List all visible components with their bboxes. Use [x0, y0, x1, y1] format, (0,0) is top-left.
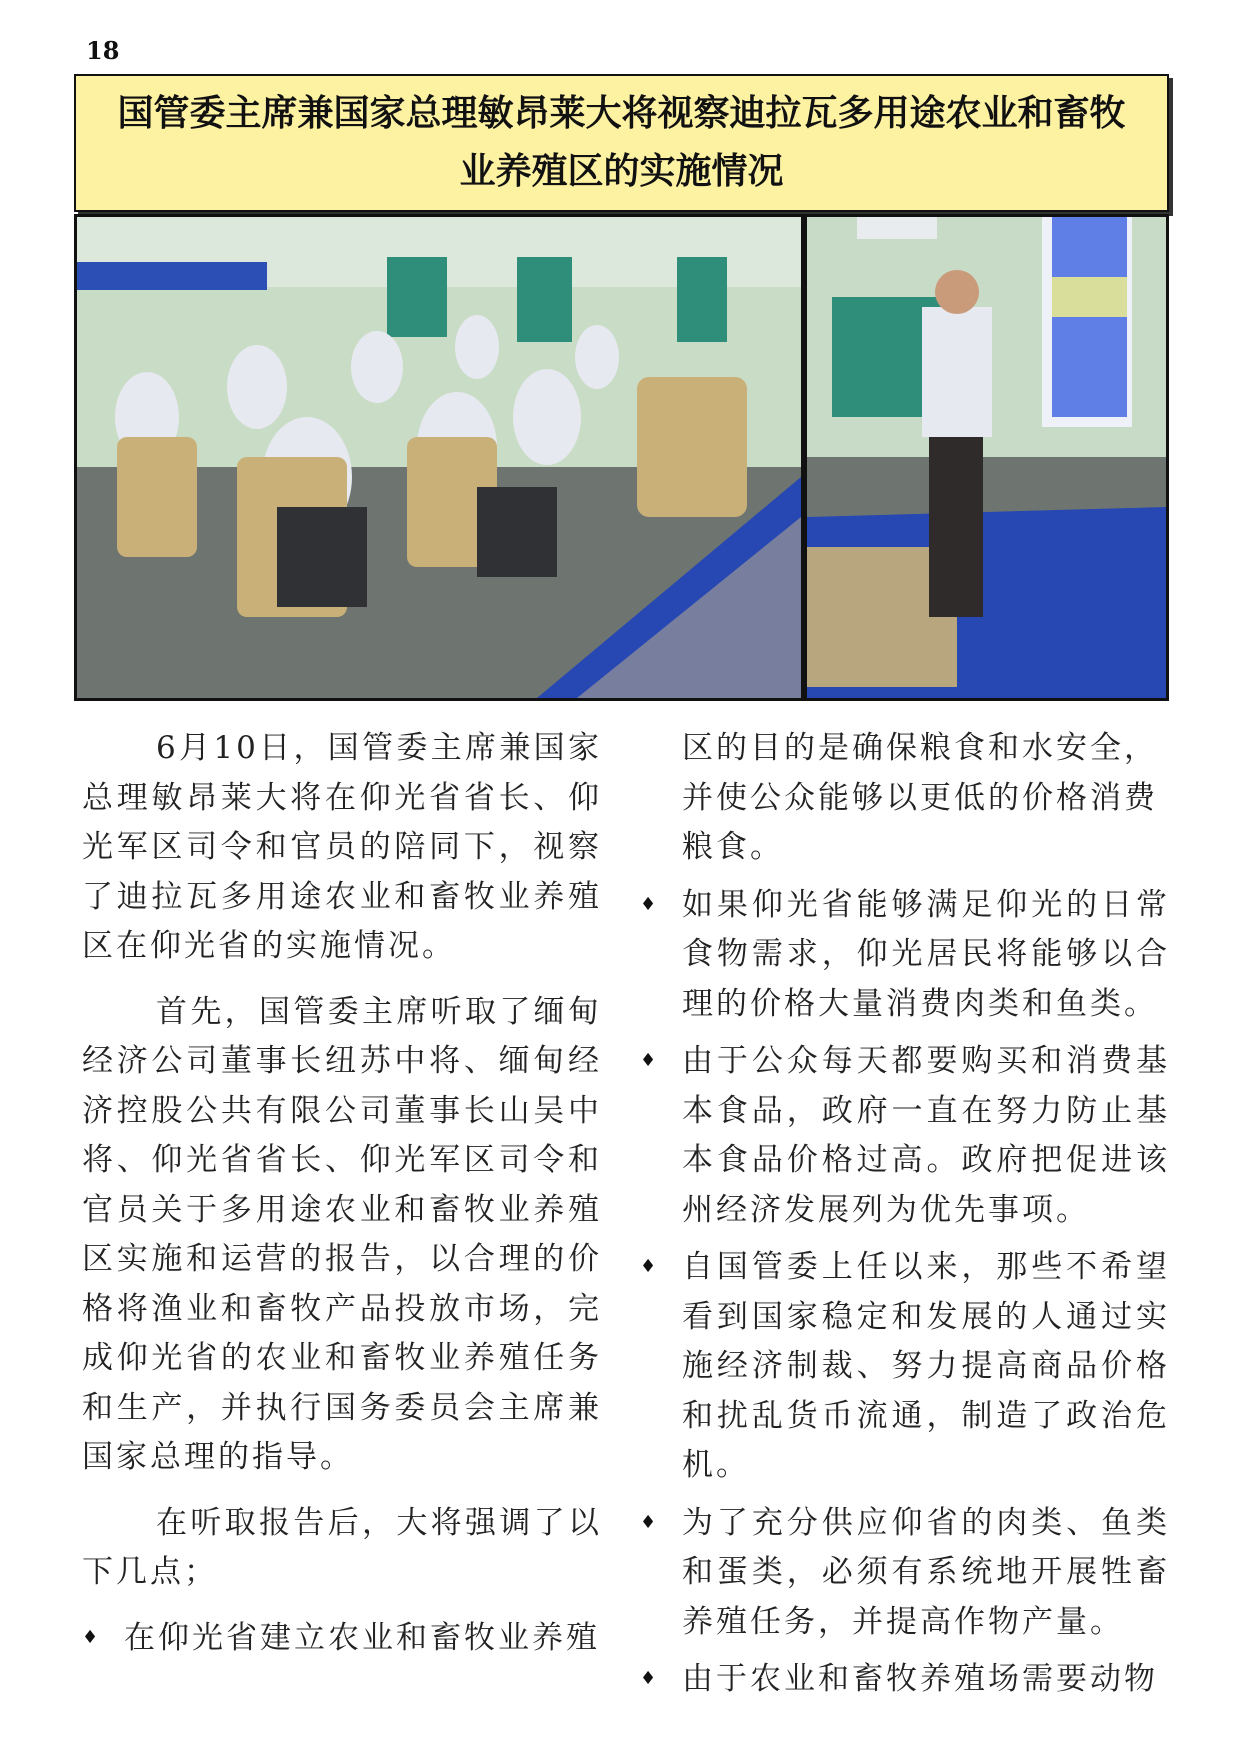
meeting-photo-image: [77, 217, 801, 698]
bullet-text: 自国管委上任以来，那些不希望看到国家稳定和发展的人通过实施经济制裁、努力提高商品价格和扰乱货币流通，制造了政治危机。: [682, 1249, 1170, 1483]
bullet-text: 为了充分供应仰省的肉类、鱼类和蛋类，必须有系统地开展牲畜养殖任务，并提高作物产量。: [682, 1504, 1170, 1640]
article-title: 国管委主席兼国家总理敏昂莱大将视察迪拉瓦多用途农业和畜牧业养殖区的实施情况: [117, 93, 1126, 192]
page-number: 18: [86, 36, 120, 65]
bullet-text: 在仰光省建立农业和畜牧业养殖: [124, 1619, 600, 1656]
bullet-icon: ♦: [640, 1050, 660, 1071]
article-title-box: [74, 74, 1169, 212]
paragraph-1: 6月10日，国管委主席兼国家总理敏昂莱大将在仰光省省长、仰光军区司令和官员的陪同下，视察了迪拉瓦多用途农业和畜牧业养殖区在仰光省的实施情况。: [82, 730, 602, 964]
bullet-icon: ♦: [640, 893, 660, 915]
bullet-icon: ♦: [640, 1511, 660, 1533]
bullet-text: 由于公众每天都要购买和消费基本食品，政府一直在努力防止基本食品价格过高。政府把促进该州经济发展列为优先事项。: [682, 1043, 1170, 1228]
bullet-continuation: 区的目的是确保粮食和水安全，并使公众能够以更低的价格消费粮食。: [682, 730, 1158, 865]
left-column: [82, 724, 602, 1671]
bullet-item: [82, 1614, 602, 1664]
right-column: [640, 724, 1170, 1713]
bullet-text: 由于农业和畜牧养殖场需要动物: [682, 1661, 1158, 1697]
paragraph-3: 在听取报告后，大将强调了以下几点；: [82, 1504, 602, 1590]
meeting-photo: [77, 217, 801, 698]
photo-frame: [74, 214, 1169, 701]
bullet-item: [640, 1037, 1170, 1235]
speaker-photo-image: [807, 217, 1166, 698]
bullet-item: [640, 1243, 1170, 1491]
bullet-text: 如果仰光省能够满足仰光的日常食物需求，仰光居民将能够以合理的价格大量消费肉类和鱼类。: [682, 886, 1170, 1022]
speaker-photo: [807, 217, 1166, 698]
bullet-icon: ♦: [640, 1256, 660, 1277]
bullet-icon: ♦: [640, 1668, 660, 1689]
paragraph-2: 首先，国管委主席听取了缅甸经济公司董事长纽苏中将、缅甸经济控股公共有限公司董事长山吴中将、仰光省省长、仰光军区司令和官员关于多用途农业和畜牧业养殖区实施和运营的报告，以合理的价格将渔业和畜牧产品投放市场，完成仰光省的农业和畜牧业养殖任务和生产，并执行国务委员会主席兼国家总理的指导。: [82, 993, 602, 1475]
bullet-item: [640, 881, 1170, 1030]
bullet-item: [640, 1499, 1170, 1648]
bullet-item: [640, 1655, 1170, 1705]
bullet-icon: ♦: [82, 1626, 102, 1648]
